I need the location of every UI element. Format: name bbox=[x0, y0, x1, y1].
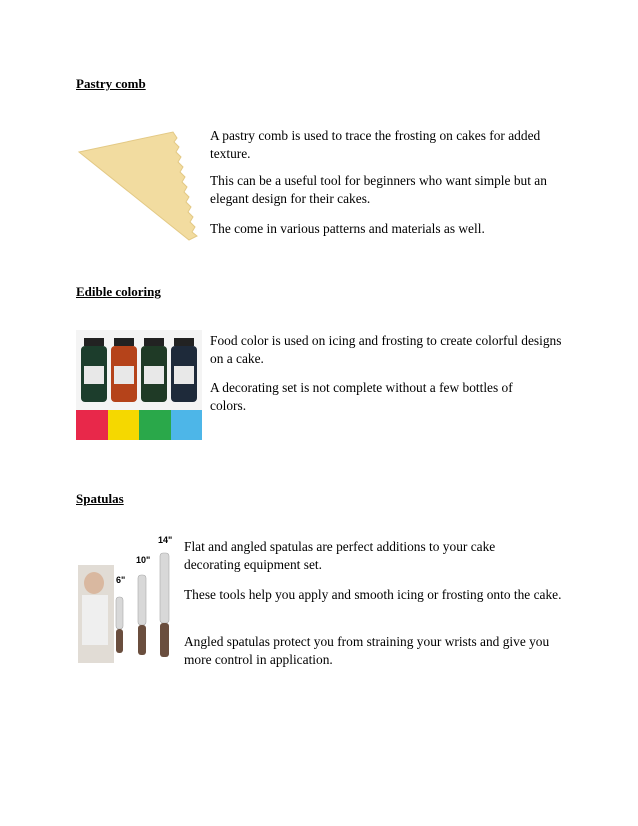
section-heading-edible-coloring: Edible coloring bbox=[76, 284, 161, 299]
spatulas-paragraph-2: These tools help you apply and smooth icing or frosting onto the cake. bbox=[184, 587, 562, 602]
pastry-comb-paragraph-2: This can be a useful tool for beginners who want simple but an elegant design for their cakes. bbox=[210, 173, 547, 206]
spatula-label-6: 6" bbox=[116, 575, 126, 585]
spatulas-paragraph-3: Angled spatulas protect you from straining your wrists and give you more control in application. bbox=[184, 634, 550, 667]
edible-coloring-paragraph-2: A decorating set is not complete without a few bottles of colors. bbox=[210, 380, 513, 413]
spatulas-paragraph-1: Flat and angled spatulas are perfect additions to your cake decorating equipment set. bbox=[184, 539, 496, 572]
pastry-comb-shape bbox=[79, 132, 197, 240]
edible-coloring-paragraph-1: Food color is used on icing and frosting to create colorful designs on a cake. bbox=[210, 333, 562, 366]
pastry-comb-paragraph-3: The come in various patterns and materials as well. bbox=[210, 221, 485, 236]
swatch-red bbox=[76, 410, 108, 440]
pastry-comb-image bbox=[77, 130, 201, 242]
swatch-green bbox=[139, 410, 171, 440]
section-heading-pastry-comb: Pastry comb bbox=[76, 76, 146, 91]
spatula-label-14: 14" bbox=[158, 535, 173, 545]
spatulas-image bbox=[78, 535, 180, 663]
spatula-label-10: 10" bbox=[136, 555, 151, 565]
color-swatches bbox=[76, 410, 202, 440]
food-coloring-image bbox=[76, 330, 202, 440]
swatch-yellow bbox=[108, 410, 140, 440]
coloring-bottles bbox=[76, 330, 202, 410]
section-heading-spatulas: Spatulas bbox=[76, 491, 124, 506]
swatch-blue bbox=[171, 410, 203, 440]
pastry-comb-paragraph-1: A pastry comb is used to trace the frosting on cakes for added texture. bbox=[210, 128, 541, 161]
